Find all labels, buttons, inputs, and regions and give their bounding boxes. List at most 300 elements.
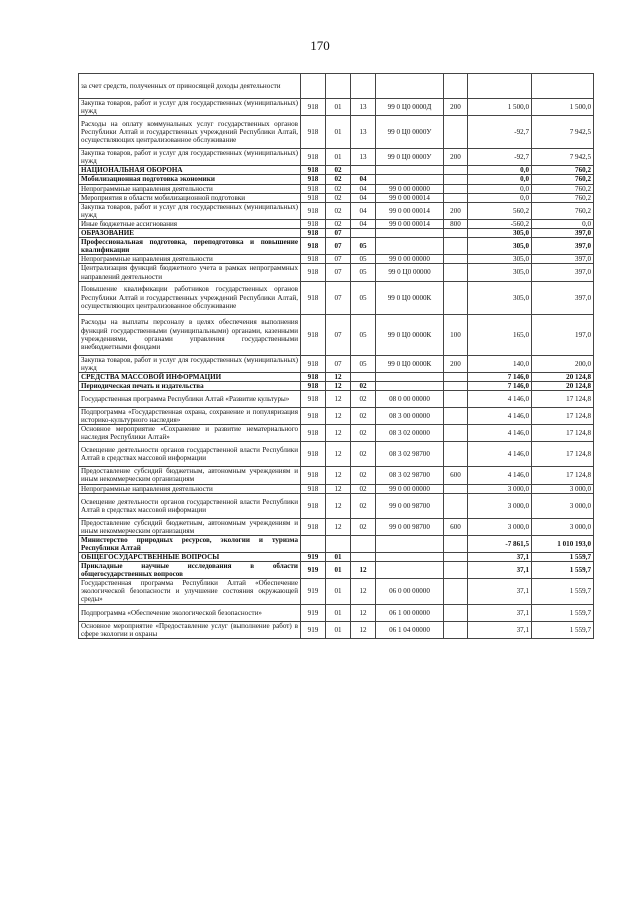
subsection-code-cell xyxy=(351,229,376,238)
item-name-cell: Непрограммные направления деятельности xyxy=(79,484,301,493)
section-code-cell: 07 xyxy=(326,314,351,355)
section-code-cell: 01 xyxy=(326,621,351,638)
target-article-cell: 08 0 00 00000 xyxy=(376,390,444,407)
item-name-cell: Непрограммные направления деятельности xyxy=(79,184,301,193)
amount-total-cell xyxy=(532,74,594,99)
subsection-code-cell: 05 xyxy=(351,264,376,281)
ministry-code-cell: 918 xyxy=(301,467,326,484)
amount-total-cell: 1 559,7 xyxy=(532,579,594,604)
section-code-cell: 02 xyxy=(326,184,351,193)
ministry-code-cell: 918 xyxy=(301,281,326,314)
subsection-code-cell xyxy=(351,74,376,99)
amount-change-cell: 0,0 xyxy=(468,193,532,202)
expense-type-cell xyxy=(444,281,468,314)
section-code-cell: 12 xyxy=(326,493,351,518)
item-name-cell: Подпрограмма «Государственная охрана, сохранение и популяризация историко-культурного наследия» xyxy=(79,407,301,424)
amount-total-cell: 17 124,8 xyxy=(532,442,594,467)
page-number: 170 xyxy=(310,38,330,53)
target-article-cell: 99 0 00 00014 xyxy=(376,219,444,228)
amount-total-cell: 17 124,8 xyxy=(532,467,594,484)
target-article-cell: 99 0 Ц0 0000Д xyxy=(376,99,444,116)
item-name-cell: НАЦИОНАЛЬНАЯ ОБОРОНА xyxy=(79,166,301,175)
amount-total-cell: 0,0 xyxy=(532,219,594,228)
target-article-cell: 08 3 02 98700 xyxy=(376,467,444,484)
target-article-cell: 99 0 00 98700 xyxy=(376,518,444,535)
item-name-cell: Расходы на выплаты персоналу в целях обеспечения выполнения функций государственными (муниципальными) органами, казенными учреждениями, органами управления государственными внебюджетными фондами xyxy=(79,314,301,355)
amount-change-cell: 165,0 xyxy=(468,314,532,355)
ministry-code-cell: 918 xyxy=(301,407,326,424)
expense-type-cell xyxy=(444,255,468,264)
target-article-cell: 99 0 Ц0 00000 xyxy=(376,264,444,281)
item-name-cell: Закупка товаров, работ и услуг для государственных (муниципальных) нужд xyxy=(79,149,301,166)
budget-table xyxy=(78,73,594,639)
table-row xyxy=(79,390,594,407)
ministry-code-cell: 918 xyxy=(301,264,326,281)
amount-total-cell: 1 559,7 xyxy=(532,604,594,621)
item-name-cell: Централизация функций бюджетного учета в рамках непрограммных направлений деятельности xyxy=(79,264,301,281)
expense-type-cell xyxy=(444,116,468,149)
target-article-cell xyxy=(376,562,444,579)
section-code-cell: 02 xyxy=(326,193,351,202)
table-body xyxy=(79,74,594,639)
item-name-cell: Повышение квалификации работников государственных органов Республики Алтай и государственных учреждений Республики Алтай, осуществляющих централизованное обслуживание xyxy=(79,281,301,314)
subsection-code-cell: 04 xyxy=(351,219,376,228)
expense-type-cell xyxy=(444,264,468,281)
target-article-cell xyxy=(376,372,444,381)
table-row xyxy=(79,229,594,238)
table-row xyxy=(79,467,594,484)
item-name-cell: Прикладные научные исследования в области общегосударственных вопросов xyxy=(79,562,301,579)
amount-total-cell: 17 124,8 xyxy=(532,425,594,442)
expense-type-cell xyxy=(444,381,468,390)
table-row xyxy=(79,372,594,381)
table-row xyxy=(79,166,594,175)
subsection-code-cell: 05 xyxy=(351,314,376,355)
item-name-cell: Закупка товаров, работ и услуг для государственных (муниципальных) нужд xyxy=(79,99,301,116)
section-code-cell: 02 xyxy=(326,219,351,228)
amount-total-cell: 1 500,0 xyxy=(532,99,594,116)
item-name-cell: Закупка товаров, работ и услуг для государственных (муниципальных) нужд xyxy=(79,202,301,219)
ministry-code-cell: 918 xyxy=(301,166,326,175)
amount-total-cell: 397,0 xyxy=(532,264,594,281)
table-row xyxy=(79,314,594,355)
amount-change-cell: -92,7 xyxy=(468,116,532,149)
table-row xyxy=(79,442,594,467)
ministry-code-cell: 918 xyxy=(301,442,326,467)
item-name-cell: Освещение деятельности органов государственной власти Республики Алтай в средствах массовой информации xyxy=(79,442,301,467)
amount-total-cell: 397,0 xyxy=(532,229,594,238)
item-name-cell: Профессиональная подготовка, переподготовка и повышение квалификации xyxy=(79,238,301,255)
target-article-cell: 99 0 Ц0 0000У xyxy=(376,149,444,166)
amount-change-cell: 305,0 xyxy=(468,255,532,264)
expense-type-cell: 600 xyxy=(444,518,468,535)
item-name-cell: Государственная программа Республики Алтай «Развитие культуры» xyxy=(79,390,301,407)
table-row xyxy=(79,621,594,638)
section-code-cell: 12 xyxy=(326,484,351,493)
target-article-cell: 99 0 Ц0 0000У xyxy=(376,116,444,149)
amount-change-cell: 3 000,0 xyxy=(468,518,532,535)
amount-change-cell: 4 146,0 xyxy=(468,425,532,442)
amount-change-cell: -92,7 xyxy=(468,149,532,166)
target-article-cell: 99 0 Ц0 0000К xyxy=(376,281,444,314)
table-row xyxy=(79,219,594,228)
amount-total-cell: 17 124,8 xyxy=(532,390,594,407)
amount-change-cell: 305,0 xyxy=(468,229,532,238)
table-row xyxy=(79,425,594,442)
amount-total-cell: 760,2 xyxy=(532,193,594,202)
ministry-code-cell: 918 xyxy=(301,372,326,381)
amount-total-cell: 17 124,8 xyxy=(532,407,594,424)
target-article-cell: 06 1 04 00000 xyxy=(376,621,444,638)
expense-type-cell xyxy=(444,372,468,381)
ministry-code-cell: 918 xyxy=(301,202,326,219)
subsection-code-cell: 05 xyxy=(351,281,376,314)
table-row xyxy=(79,562,594,579)
expense-type-cell xyxy=(444,553,468,562)
ministry-code-cell: 918 xyxy=(301,149,326,166)
subsection-code-cell: 02 xyxy=(351,467,376,484)
section-code-cell: 01 xyxy=(326,579,351,604)
expense-type-cell xyxy=(444,425,468,442)
amount-total-cell: 20 124,8 xyxy=(532,381,594,390)
ministry-code-cell: 918 xyxy=(301,425,326,442)
amount-change-cell: 4 146,0 xyxy=(468,442,532,467)
subsection-code-cell: 12 xyxy=(351,604,376,621)
item-name-cell: Мероприятия в области мобилизационной подготовки xyxy=(79,193,301,202)
section-code-cell: 01 xyxy=(326,99,351,116)
item-name-cell: за счет средств, полученных от приносящей доходы деятельности xyxy=(79,74,301,99)
subsection-code-cell: 05 xyxy=(351,355,376,372)
subsection-code-cell: 04 xyxy=(351,202,376,219)
amount-total-cell: 1 559,7 xyxy=(532,553,594,562)
section-code-cell: 12 xyxy=(326,381,351,390)
target-article-cell xyxy=(376,381,444,390)
table-row xyxy=(79,493,594,518)
expense-type-cell xyxy=(444,535,468,552)
subsection-code-cell xyxy=(351,166,376,175)
section-code-cell: 02 xyxy=(326,166,351,175)
expense-type-cell: 600 xyxy=(444,467,468,484)
amount-change-cell xyxy=(468,74,532,99)
section-code-cell: 07 xyxy=(326,264,351,281)
amount-change-cell: 0,0 xyxy=(468,175,532,184)
amount-total-cell: 200,0 xyxy=(532,355,594,372)
item-name-cell: Предоставление субсидий бюджетным, автономным учреждениям и иным некоммерческим организациям xyxy=(79,518,301,535)
target-article-cell: 06 1 00 00000 xyxy=(376,604,444,621)
amount-total-cell: 1 559,7 xyxy=(532,562,594,579)
target-article-cell xyxy=(376,238,444,255)
subsection-code-cell: 02 xyxy=(351,493,376,518)
subsection-code-cell: 02 xyxy=(351,425,376,442)
table-row xyxy=(79,579,594,604)
subsection-code-cell: 05 xyxy=(351,255,376,264)
amount-total-cell: 760,2 xyxy=(532,184,594,193)
amount-change-cell: 4 146,0 xyxy=(468,407,532,424)
item-name-cell: Закупка товаров, работ и услуг для государственных (муниципальных) нужд xyxy=(79,355,301,372)
section-code-cell: 02 xyxy=(326,202,351,219)
amount-total-cell: 197,0 xyxy=(532,314,594,355)
expense-type-cell: 200 xyxy=(444,99,468,116)
target-article-cell: 08 3 02 98700 xyxy=(376,442,444,467)
amount-change-cell: 3 000,0 xyxy=(468,493,532,518)
amount-total-cell: 760,2 xyxy=(532,202,594,219)
target-article-cell xyxy=(376,553,444,562)
amount-change-cell: 3 000,0 xyxy=(468,484,532,493)
section-code-cell: 01 xyxy=(326,562,351,579)
amount-change-cell: 37,1 xyxy=(468,562,532,579)
expense-type-cell xyxy=(444,74,468,99)
table-row xyxy=(79,264,594,281)
amount-total-cell: 1 010 193,0 xyxy=(532,535,594,552)
section-code-cell: 01 xyxy=(326,116,351,149)
section-code-cell: 12 xyxy=(326,372,351,381)
table-row xyxy=(79,116,594,149)
item-name-cell: ОБЩЕГОСУДАРСТВЕННЫЕ ВОПРОСЫ xyxy=(79,553,301,562)
ministry-code-cell: 918 xyxy=(301,229,326,238)
ministry-code-cell: 918 xyxy=(301,238,326,255)
amount-total-cell: 760,2 xyxy=(532,175,594,184)
target-article-cell: 06 0 00 00000 xyxy=(376,579,444,604)
section-code-cell: 07 xyxy=(326,281,351,314)
table-row xyxy=(79,355,594,372)
ministry-code-cell: 918 xyxy=(301,355,326,372)
table-row xyxy=(79,238,594,255)
subsection-code-cell: 13 xyxy=(351,99,376,116)
expense-type-cell xyxy=(444,193,468,202)
expense-type-cell: 200 xyxy=(444,355,468,372)
target-article-cell: 99 0 Ц0 0000К xyxy=(376,314,444,355)
section-code-cell: 07 xyxy=(326,238,351,255)
target-article-cell: 99 0 Ц0 0000К xyxy=(376,355,444,372)
amount-total-cell: 397,0 xyxy=(532,255,594,264)
subsection-code-cell xyxy=(351,553,376,562)
amount-change-cell: 4 146,0 xyxy=(468,390,532,407)
amount-change-cell: 37,1 xyxy=(468,579,532,604)
expense-type-cell xyxy=(444,493,468,518)
ministry-code-cell xyxy=(301,74,326,99)
ministry-code-cell: 918 xyxy=(301,493,326,518)
section-code-cell: 12 xyxy=(326,407,351,424)
target-article-cell xyxy=(376,175,444,184)
table-row xyxy=(79,604,594,621)
ministry-code-cell: 918 xyxy=(301,219,326,228)
ministry-code-cell: 918 xyxy=(301,184,326,193)
amount-total-cell: 760,2 xyxy=(532,166,594,175)
table-row xyxy=(79,175,594,184)
ministry-code-cell: 919 xyxy=(301,553,326,562)
table-row xyxy=(79,281,594,314)
section-code-cell: 07 xyxy=(326,255,351,264)
section-code-cell: 01 xyxy=(326,553,351,562)
section-code-cell: 12 xyxy=(326,390,351,407)
table-row xyxy=(79,484,594,493)
item-name-cell: Подпрограмма «Обеспечение экологической безопасности» xyxy=(79,604,301,621)
target-article-cell: 99 0 00 00000 xyxy=(376,255,444,264)
item-name-cell: Государственная программа Республики Алтай «Обеспечение экологической безопасности и улучшение состояния окружающей среды» xyxy=(79,579,301,604)
ministry-code-cell xyxy=(301,535,326,552)
amount-change-cell: -560,2 xyxy=(468,219,532,228)
item-name-cell: Мобилизационная подготовка экономики xyxy=(79,175,301,184)
ministry-code-cell: 918 xyxy=(301,99,326,116)
section-code-cell: 01 xyxy=(326,604,351,621)
expense-type-cell xyxy=(444,229,468,238)
amount-total-cell: 397,0 xyxy=(532,281,594,314)
amount-change-cell: 1 500,0 xyxy=(468,99,532,116)
subsection-code-cell: 02 xyxy=(351,442,376,467)
subsection-code-cell xyxy=(351,535,376,552)
subsection-code-cell: 12 xyxy=(351,579,376,604)
ministry-code-cell: 919 xyxy=(301,604,326,621)
subsection-code-cell: 12 xyxy=(351,562,376,579)
subsection-code-cell: 12 xyxy=(351,621,376,638)
target-article-cell: 99 0 00 00014 xyxy=(376,193,444,202)
subsection-code-cell xyxy=(351,372,376,381)
expense-type-cell xyxy=(444,562,468,579)
table-row xyxy=(79,202,594,219)
ministry-code-cell: 918 xyxy=(301,381,326,390)
subsection-code-cell: 02 xyxy=(351,390,376,407)
ministry-code-cell: 918 xyxy=(301,518,326,535)
expense-type-cell: 200 xyxy=(444,149,468,166)
subsection-code-cell: 05 xyxy=(351,238,376,255)
subsection-code-cell: 02 xyxy=(351,484,376,493)
ministry-code-cell: 918 xyxy=(301,175,326,184)
item-name-cell: Основное мероприятие «Предоставление услуг (выполнение работ) в сфере экологии и охраны xyxy=(79,621,301,638)
expense-type-cell xyxy=(444,184,468,193)
section-code-cell: 12 xyxy=(326,518,351,535)
subsection-code-cell: 02 xyxy=(351,518,376,535)
section-code-cell: 07 xyxy=(326,355,351,372)
table-row xyxy=(79,99,594,116)
amount-change-cell: -7 861,5 xyxy=(468,535,532,552)
expense-type-cell xyxy=(444,166,468,175)
section-code-cell xyxy=(326,74,351,99)
table-row xyxy=(79,407,594,424)
table-row xyxy=(79,255,594,264)
target-article-cell xyxy=(376,166,444,175)
section-code-cell: 12 xyxy=(326,467,351,484)
amount-total-cell: 3 000,0 xyxy=(532,493,594,518)
target-article-cell: 99 0 00 98700 xyxy=(376,493,444,518)
amount-total-cell: 3 000,0 xyxy=(532,518,594,535)
ministry-code-cell: 918 xyxy=(301,390,326,407)
target-article-cell: 99 0 00 00000 xyxy=(376,484,444,493)
table-row xyxy=(79,535,594,552)
ministry-code-cell: 919 xyxy=(301,621,326,638)
section-code-cell: 02 xyxy=(326,175,351,184)
expense-type-cell xyxy=(444,238,468,255)
section-code-cell: 07 xyxy=(326,229,351,238)
expense-type-cell xyxy=(444,407,468,424)
target-article-cell: 08 3 00 00000 xyxy=(376,407,444,424)
item-name-cell: Периодическая печать и издательства xyxy=(79,381,301,390)
table-row xyxy=(79,553,594,562)
subsection-code-cell: 02 xyxy=(351,407,376,424)
table-row xyxy=(79,149,594,166)
amount-total-cell: 397,0 xyxy=(532,238,594,255)
target-article-cell xyxy=(376,74,444,99)
amount-total-cell: 3 000,0 xyxy=(532,484,594,493)
section-code-cell: 12 xyxy=(326,425,351,442)
expense-type-cell: 200 xyxy=(444,202,468,219)
item-name-cell: Основное мероприятие «Сохранение и развитие нематериального наследия Республики Алтай» xyxy=(79,425,301,442)
subsection-code-cell: 13 xyxy=(351,116,376,149)
table-row xyxy=(79,381,594,390)
item-name-cell: Иные бюджетные ассигнования xyxy=(79,219,301,228)
expense-type-cell xyxy=(444,484,468,493)
item-name-cell: Министерство природных ресурсов, экологии и туризма Республики Алтай xyxy=(79,535,301,552)
expense-type-cell xyxy=(444,175,468,184)
amount-change-cell: 305,0 xyxy=(468,281,532,314)
expense-type-cell xyxy=(444,579,468,604)
amount-change-cell: 7 146,0 xyxy=(468,372,532,381)
target-article-cell xyxy=(376,535,444,552)
ministry-code-cell: 918 xyxy=(301,484,326,493)
amount-change-cell: 140,0 xyxy=(468,355,532,372)
expense-type-cell: 800 xyxy=(444,219,468,228)
ministry-code-cell: 919 xyxy=(301,562,326,579)
section-code-cell xyxy=(326,535,351,552)
ministry-code-cell: 918 xyxy=(301,314,326,355)
item-name-cell: ОБРАЗОВАНИЕ xyxy=(79,229,301,238)
amount-change-cell: 305,0 xyxy=(468,238,532,255)
amount-total-cell: 7 942,5 xyxy=(532,149,594,166)
section-code-cell: 01 xyxy=(326,149,351,166)
amount-change-cell: 7 146,0 xyxy=(468,381,532,390)
expense-type-cell xyxy=(444,442,468,467)
target-article-cell: 99 0 00 00000 xyxy=(376,184,444,193)
target-article-cell: 99 0 00 00014 xyxy=(376,202,444,219)
ministry-code-cell: 918 xyxy=(301,116,326,149)
ministry-code-cell: 918 xyxy=(301,193,326,202)
ministry-code-cell: 918 xyxy=(301,255,326,264)
amount-change-cell: 0,0 xyxy=(468,166,532,175)
table-row xyxy=(79,184,594,193)
item-name-cell: СРЕДСТВА МАССОВОЙ ИНФОРМАЦИИ xyxy=(79,372,301,381)
amount-change-cell: 305,0 xyxy=(468,264,532,281)
item-name-cell: Освещение деятельности органов государственной власти Республики Алтай в средствах массовой информации xyxy=(79,493,301,518)
subsection-code-cell: 04 xyxy=(351,175,376,184)
amount-total-cell: 7 942,5 xyxy=(532,116,594,149)
item-name-cell: Непрограммные направления деятельности xyxy=(79,255,301,264)
table-row xyxy=(79,193,594,202)
ministry-code-cell: 919 xyxy=(301,579,326,604)
expense-type-cell: 100 xyxy=(444,314,468,355)
amount-change-cell: 4 146,0 xyxy=(468,467,532,484)
subsection-code-cell: 13 xyxy=(351,149,376,166)
table-row xyxy=(79,74,594,99)
expense-type-cell xyxy=(444,621,468,638)
subsection-code-cell: 04 xyxy=(351,193,376,202)
item-name-cell: Предоставление субсидий бюджетным, автономным учреждениям и иным некоммерческим организациям xyxy=(79,467,301,484)
amount-total-cell: 1 559,7 xyxy=(532,621,594,638)
expense-type-cell xyxy=(444,390,468,407)
amount-change-cell: 37,1 xyxy=(468,621,532,638)
subsection-code-cell: 02 xyxy=(351,381,376,390)
table-row xyxy=(79,518,594,535)
target-article-cell xyxy=(376,229,444,238)
amount-change-cell: 560,2 xyxy=(468,202,532,219)
subsection-code-cell: 04 xyxy=(351,184,376,193)
expense-type-cell xyxy=(444,604,468,621)
amount-change-cell: 0,0 xyxy=(468,184,532,193)
amount-total-cell: 20 124,8 xyxy=(532,372,594,381)
item-name-cell: Расходы на оплату коммунальных услуг государственных органов Республики Алтай и государственных учреждений Республики Алтай, осуществляющих централизованное обслуживание xyxy=(79,116,301,149)
target-article-cell: 08 3 02 00000 xyxy=(376,425,444,442)
section-code-cell: 12 xyxy=(326,442,351,467)
amount-change-cell: 37,1 xyxy=(468,604,532,621)
amount-change-cell: 37,1 xyxy=(468,553,532,562)
